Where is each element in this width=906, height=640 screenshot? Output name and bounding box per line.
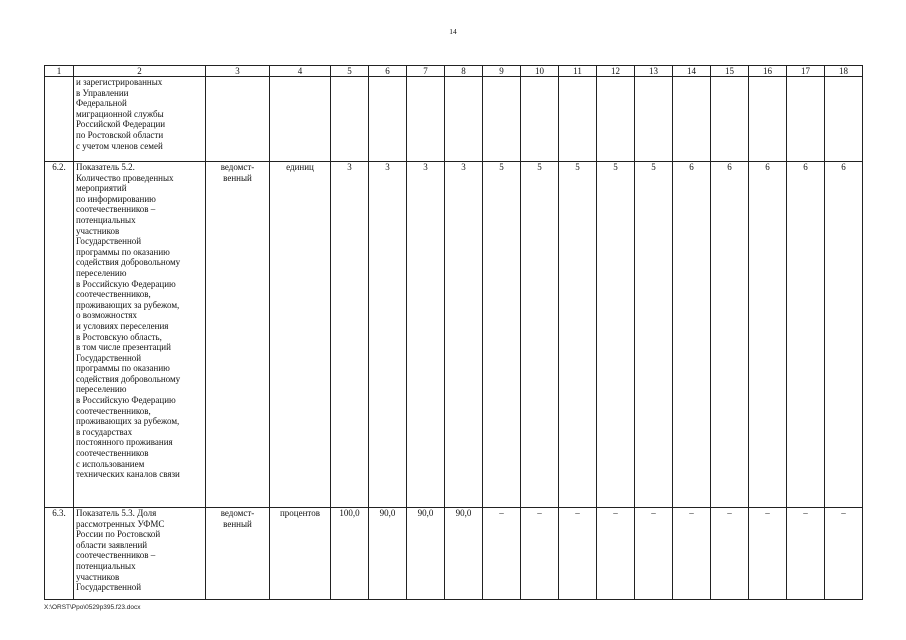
value-cell: 3: [445, 162, 483, 508]
header-cell: 6: [369, 66, 407, 77]
value-cell: 5: [635, 162, 673, 508]
value-cell: 5: [483, 162, 521, 508]
value-cell: –: [597, 508, 635, 600]
value-cell: –: [749, 508, 787, 600]
header-cell: 15: [711, 66, 749, 77]
header-cell: 5: [331, 66, 369, 77]
header-cell: 17: [787, 66, 825, 77]
value-cell: [673, 77, 711, 162]
value-cell: 100,0: [331, 508, 369, 600]
value-cell: –: [711, 508, 749, 600]
value-cell: [521, 77, 559, 162]
value-cell: 5: [559, 162, 597, 508]
value-cell: 90,0: [369, 508, 407, 600]
value-cell: –: [825, 508, 863, 600]
value-cell: 90,0: [445, 508, 483, 600]
page-number: 14: [449, 27, 457, 36]
header-cell: 9: [483, 66, 521, 77]
value-cell: [445, 77, 483, 162]
header-cell: 3: [206, 66, 270, 77]
source-cell: [206, 77, 270, 162]
header-cell: 1: [45, 66, 74, 77]
table-row: [45, 162, 863, 508]
value-cell: [407, 77, 445, 162]
header-cell: 4: [270, 66, 331, 77]
row-number-cell: [45, 77, 74, 162]
header-cell: 7: [407, 66, 445, 77]
value-cell: –: [483, 508, 521, 600]
value-cell: 5: [521, 162, 559, 508]
value-cell: [559, 77, 597, 162]
header-cell: 16: [749, 66, 787, 77]
value-cell: 6: [825, 162, 863, 508]
value-cell: [597, 77, 635, 162]
value-cell: 6: [787, 162, 825, 508]
value-cell: 3: [407, 162, 445, 508]
indicator-name-cell: Показатель 5.3. Доля рассмотренных УФМС России по Ростовской области заявлений соотечественников – потенциальных участников Государственной: [74, 508, 206, 600]
unit-cell: [270, 77, 331, 162]
header-cell: 2: [74, 66, 206, 77]
unit-cell: единиц: [270, 162, 331, 508]
header-cell: 10: [521, 66, 559, 77]
value-cell: –: [559, 508, 597, 600]
value-cell: 3: [369, 162, 407, 508]
value-cell: 6: [673, 162, 711, 508]
value-cell: [369, 77, 407, 162]
header-cell: 12: [597, 66, 635, 77]
header-cell: 13: [635, 66, 673, 77]
source-cell: ведомст- венный: [206, 162, 270, 508]
table-header-row: [45, 66, 863, 77]
value-cell: [825, 77, 863, 162]
value-cell: –: [787, 508, 825, 600]
value-cell: –: [635, 508, 673, 600]
value-cell: [749, 77, 787, 162]
value-cell: 90,0: [407, 508, 445, 600]
value-cell: –: [673, 508, 711, 600]
value-cell: 6: [711, 162, 749, 508]
row-number-cell: 6.3.: [45, 508, 74, 600]
file-path-footer: X:\ORST\Ppo\0529p395.f23.docx: [44, 604, 141, 611]
header-cell: 14: [673, 66, 711, 77]
indicator-table: [44, 65, 863, 600]
header-cell: 11: [559, 66, 597, 77]
value-cell: [787, 77, 825, 162]
indicator-name-cell: Показатель 5.2. Количество проведенных мероприятий по информированию соотечественников – потенциальных участников Государственной программы по оказанию содействия добровольному переселению в Российскую Федерацию соотечественников, проживающих за рубежом, о возможностях и условиях переселения в Ростовскую область, в том числе презентаций Государственной программы по оказанию содействия добровольному переселению в Российскую Федерацию соотечественников, проживающих за рубежом, в государствах постоянного проживания соотечественников с использованием технических каналов связи: [74, 162, 206, 508]
value-cell: 3: [331, 162, 369, 508]
value-cell: –: [521, 508, 559, 600]
table-row: [45, 77, 863, 162]
value-cell: 5: [597, 162, 635, 508]
value-cell: 6: [749, 162, 787, 508]
row-number-cell: 6.2.: [45, 162, 74, 508]
value-cell: [331, 77, 369, 162]
value-cell: [483, 77, 521, 162]
value-cell: [635, 77, 673, 162]
source-cell: ведомст- венный: [206, 508, 270, 600]
header-cell: 18: [825, 66, 863, 77]
table-row: [45, 508, 863, 600]
unit-cell: процентов: [270, 508, 331, 600]
header-cell: 8: [445, 66, 483, 77]
value-cell: [711, 77, 749, 162]
indicator-name-cell: и зарегистрированных в Управлении Федеральной миграционной службы Российской Федерации по Ростовской области с учетом членов семей: [74, 77, 206, 162]
